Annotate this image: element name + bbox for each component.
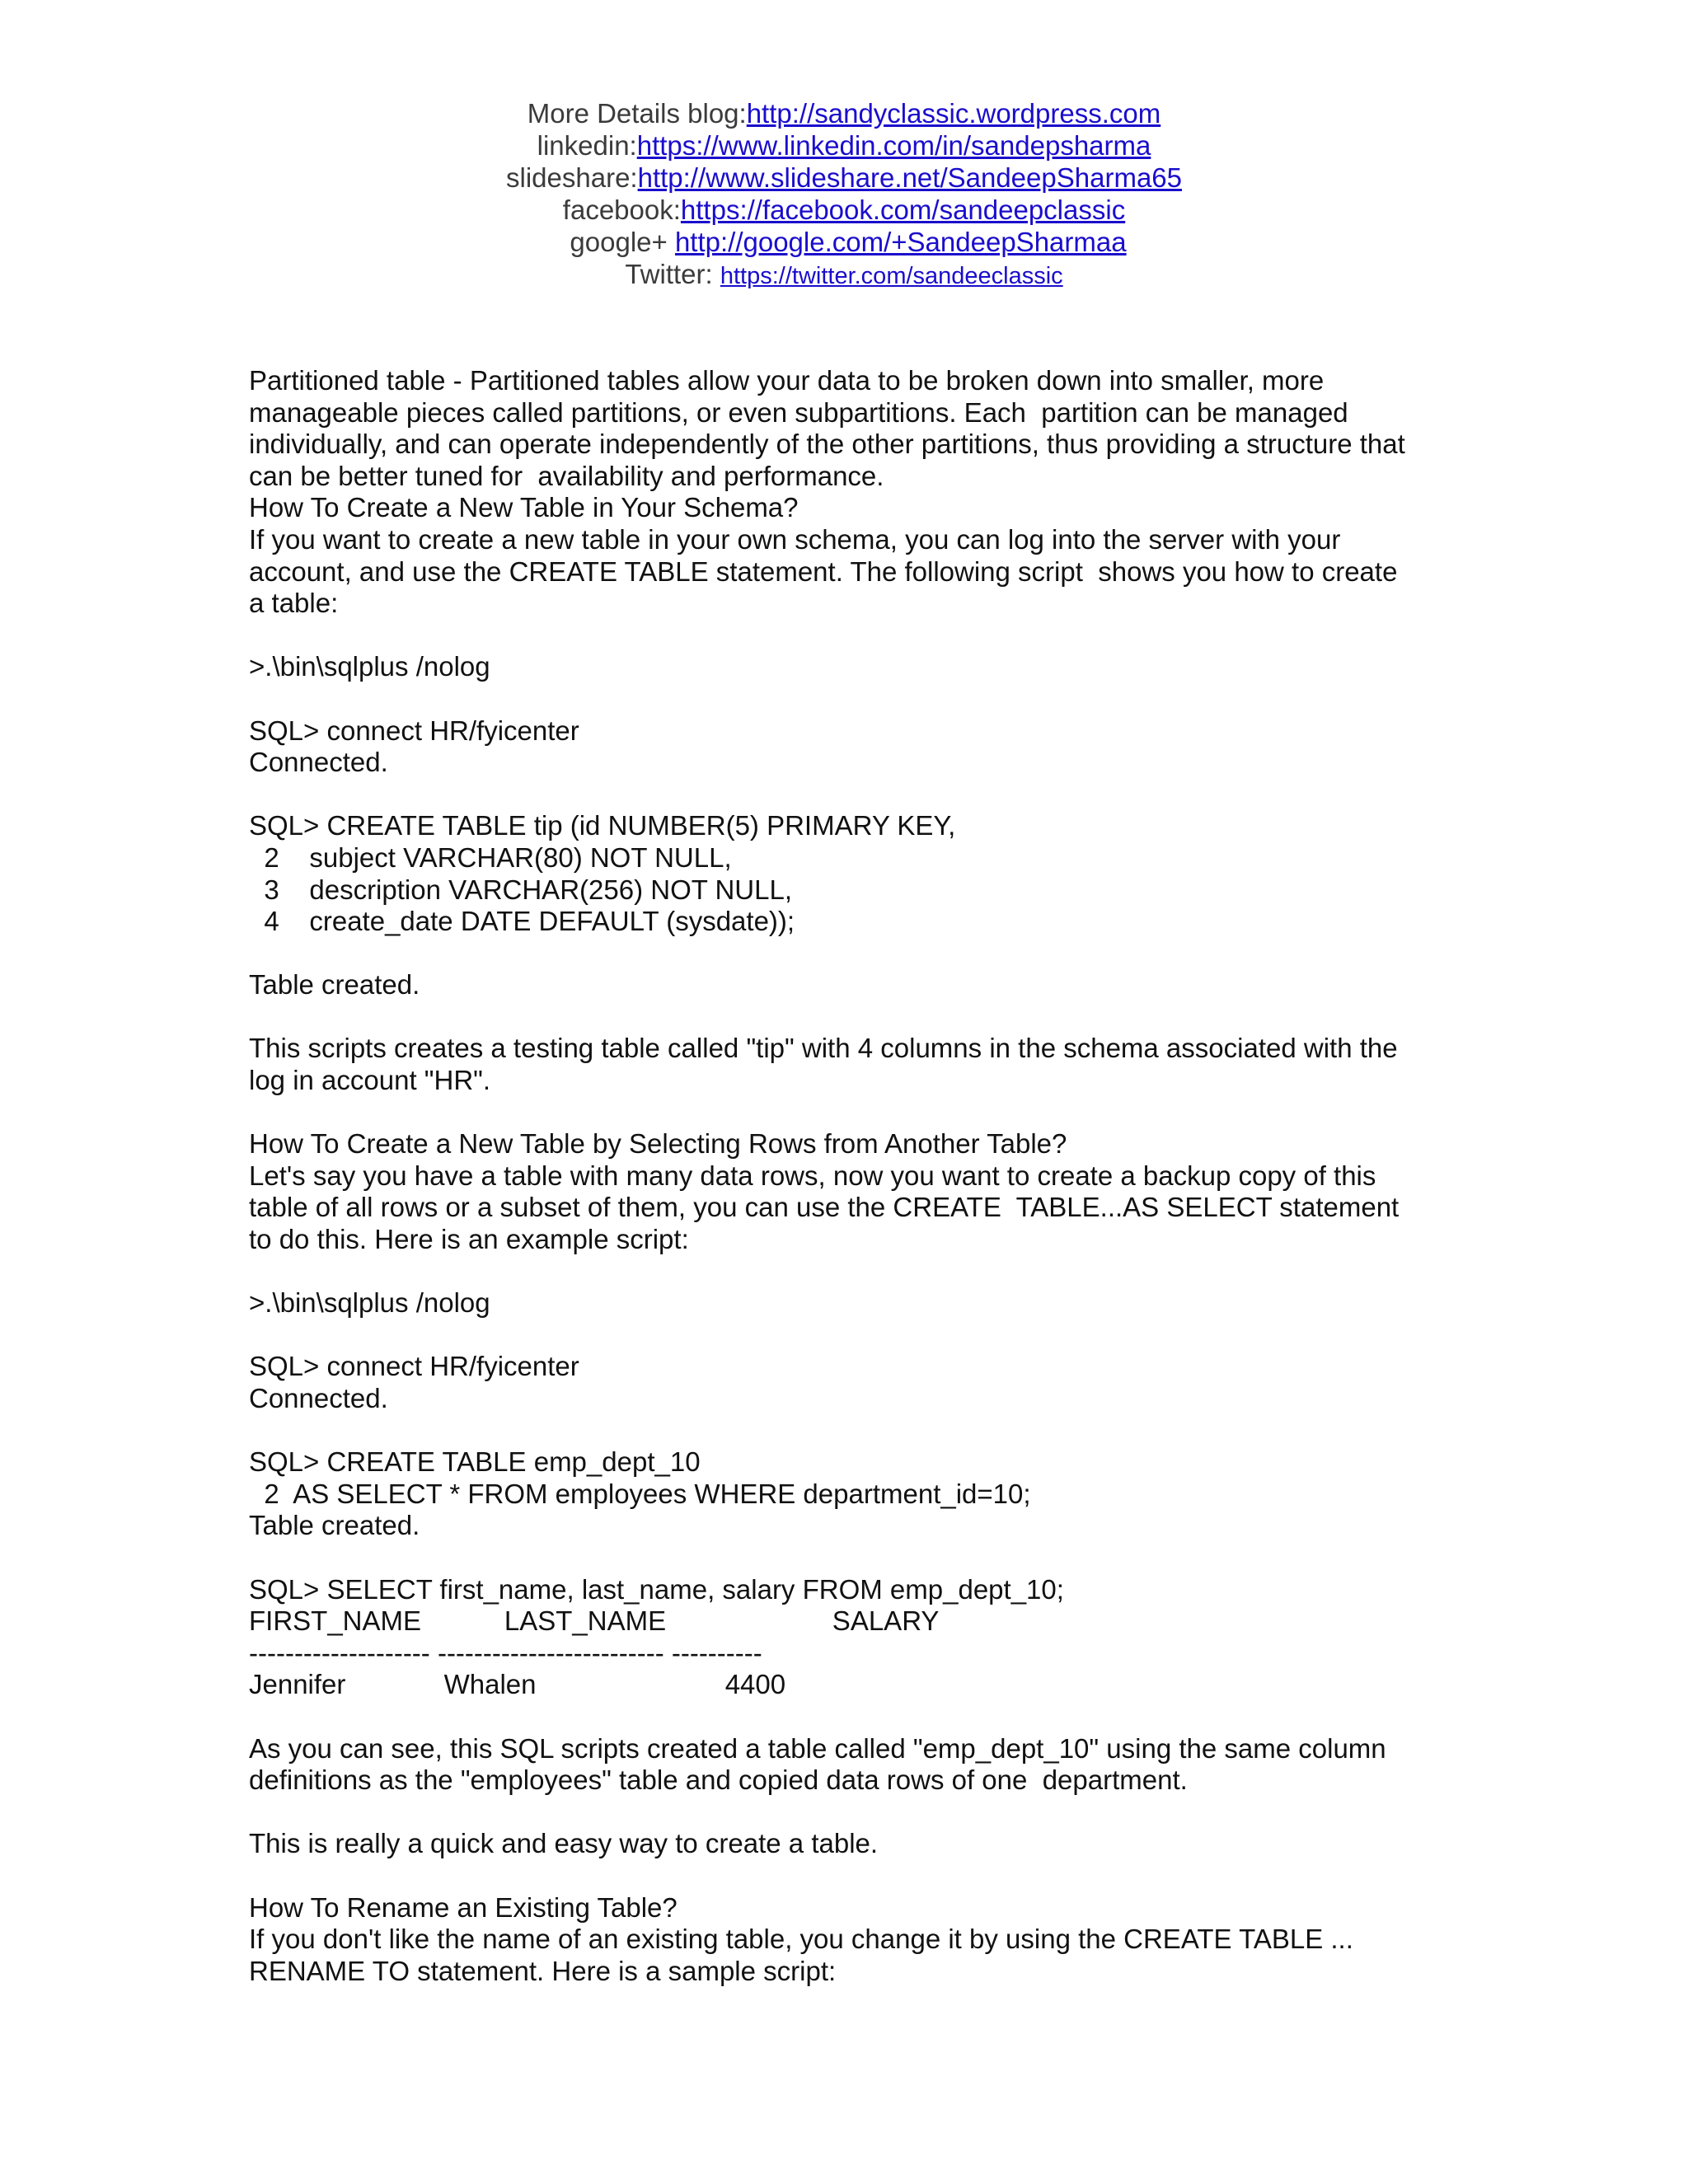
body-line: account, and use the CREATE TABLE statement. The following script shows you how to create — [249, 555, 1398, 587]
body-line: SQL> connect HR/fyicenter — [249, 715, 579, 746]
body-line: manageable pieces called partitions, or even subpartitions. Each partition can be managed — [249, 396, 1348, 428]
body-line: How To Rename an Existing Table? — [249, 1891, 678, 1923]
body-line: SQL> SELECT first_name, last_name, salary FROM emp_dept_10; — [249, 1573, 1064, 1605]
blank-line — [249, 1860, 1436, 1892]
blank-line — [249, 779, 1436, 811]
body-line: 2 subject VARCHAR(80) NOT NULL, — [249, 841, 732, 873]
body-line: Partitioned table - Partitioned tables allow your data to be broken down into smaller, more — [249, 365, 1325, 396]
blank-line — [249, 1001, 1436, 1033]
linkedin-row — [0, 129, 1688, 162]
body-line: Jennifer Whalen 4400 — [249, 1669, 786, 1700]
twitter-label: Twitter: — [625, 259, 720, 289]
body-line: to do this. Here is an example script: — [249, 1224, 689, 1255]
body-line: -------------------- ------------------------- ---------- — [249, 1637, 762, 1668]
blank-line — [249, 938, 1436, 970]
twitter-row — [0, 258, 1688, 293]
slideshare-link[interactable]: http://www.slideshare.net/SandeepSharma65 — [637, 162, 1182, 193]
google-row — [0, 226, 1688, 258]
body-line: RENAME TO statement. Here is a sample script: — [249, 1955, 837, 1986]
blog-label: More Details blog: — [527, 98, 747, 129]
facebook-link[interactable]: https://facebook.com/sandeepclassic — [680, 194, 1126, 225]
blank-line — [249, 1097, 1436, 1129]
body-line: can be better tuned for availability and performance. — [249, 460, 884, 491]
body-line: This is really a quick and easy way to create a table. — [249, 1828, 879, 1859]
linkedin-link[interactable]: https://www.linkedin.com/in/sandepsharma — [636, 130, 1151, 161]
slideshare-label: slideshare: — [506, 162, 638, 193]
facebook-row — [0, 194, 1688, 226]
blank-line — [249, 683, 1436, 715]
blog-link[interactable]: http://sandyclassic.wordpress.com — [746, 98, 1161, 129]
blog-row — [0, 97, 1688, 129]
body-line: If you want to create a new table in your own schema, you can log into the server with your — [249, 523, 1341, 555]
body-line: log in account "HR". — [249, 1065, 491, 1096]
body-line: How To Create a New Table by Selecting Rows from Another Table? — [249, 1128, 1067, 1160]
body-line: FIRST_NAME LAST_NAME SALARY — [249, 1605, 940, 1637]
body-line: table of all rows or a subset of them, you can use the CREATE TABLE...AS SELECT statement — [249, 1192, 1400, 1223]
body-line: >.\bin\sqlplus /nolog — [249, 1287, 490, 1319]
body-line: Table created. — [249, 1510, 420, 1541]
body-line: If you don't like the name of an existing table, you change it by using the CREATE TABLE ... — [249, 1924, 1353, 1955]
blank-line — [249, 1319, 1436, 1352]
blank-line — [249, 1797, 1436, 1829]
body-line: 3 description VARCHAR(256) NOT NULL, — [249, 874, 793, 905]
body-line: As you can see, this SQL scripts created a table called "emp_dept_10" using the same column — [249, 1732, 1386, 1764]
blank-line — [249, 1256, 1436, 1288]
body-line: SQL> CREATE TABLE tip (id NUMBER(5) PRIMARY KEY, — [249, 810, 956, 841]
document-body — [249, 365, 1436, 1987]
body-line: 4 create_date DATE DEFAULT (sysdate)); — [249, 906, 795, 937]
blank-line — [249, 1542, 1436, 1574]
body-line: definitions as the "employees" table and copied data rows of one department. — [249, 1765, 1188, 1796]
body-line: a table: — [249, 588, 339, 619]
body-line: Connected. — [249, 1383, 388, 1413]
body-line: Let's say you have a table with many data rows, now you want to create a backup copy of this — [249, 1160, 1376, 1191]
twitter-link[interactable]: https://twitter.com/sandeeclassic — [720, 263, 1063, 289]
body-line: 2 AS SELECT * FROM employees WHERE department_id=10; — [249, 1478, 1031, 1509]
blank-line — [249, 620, 1436, 652]
body-line: How To Create a New Table in Your Schema? — [249, 492, 799, 523]
body-line: Connected. — [249, 747, 388, 778]
body-line: SQL> connect HR/fyicenter — [249, 1351, 579, 1382]
body-line: Table created. — [249, 969, 420, 1001]
author-links-header — [0, 97, 1688, 293]
blank-line — [249, 1415, 1436, 1447]
slideshare-row — [0, 162, 1688, 194]
google-label: google+ — [570, 227, 675, 257]
linkedin-label: linkedin: — [537, 130, 637, 161]
body-line: SQL> CREATE TABLE emp_dept_10 — [249, 1446, 701, 1478]
body-line: individually, and can operate independently of the other partitions, thus providing a structure that — [249, 429, 1405, 460]
google-link[interactable]: http://google.com/+SandeepSharmaa — [674, 227, 1127, 257]
facebook-label: facebook: — [562, 194, 681, 225]
blank-line — [249, 1701, 1436, 1733]
body-line: >.\bin\sqlplus /nolog — [249, 651, 490, 682]
body-line: This scripts creates a testing table called "tip" with 4 columns in the schema associated with the — [249, 1033, 1398, 1064]
